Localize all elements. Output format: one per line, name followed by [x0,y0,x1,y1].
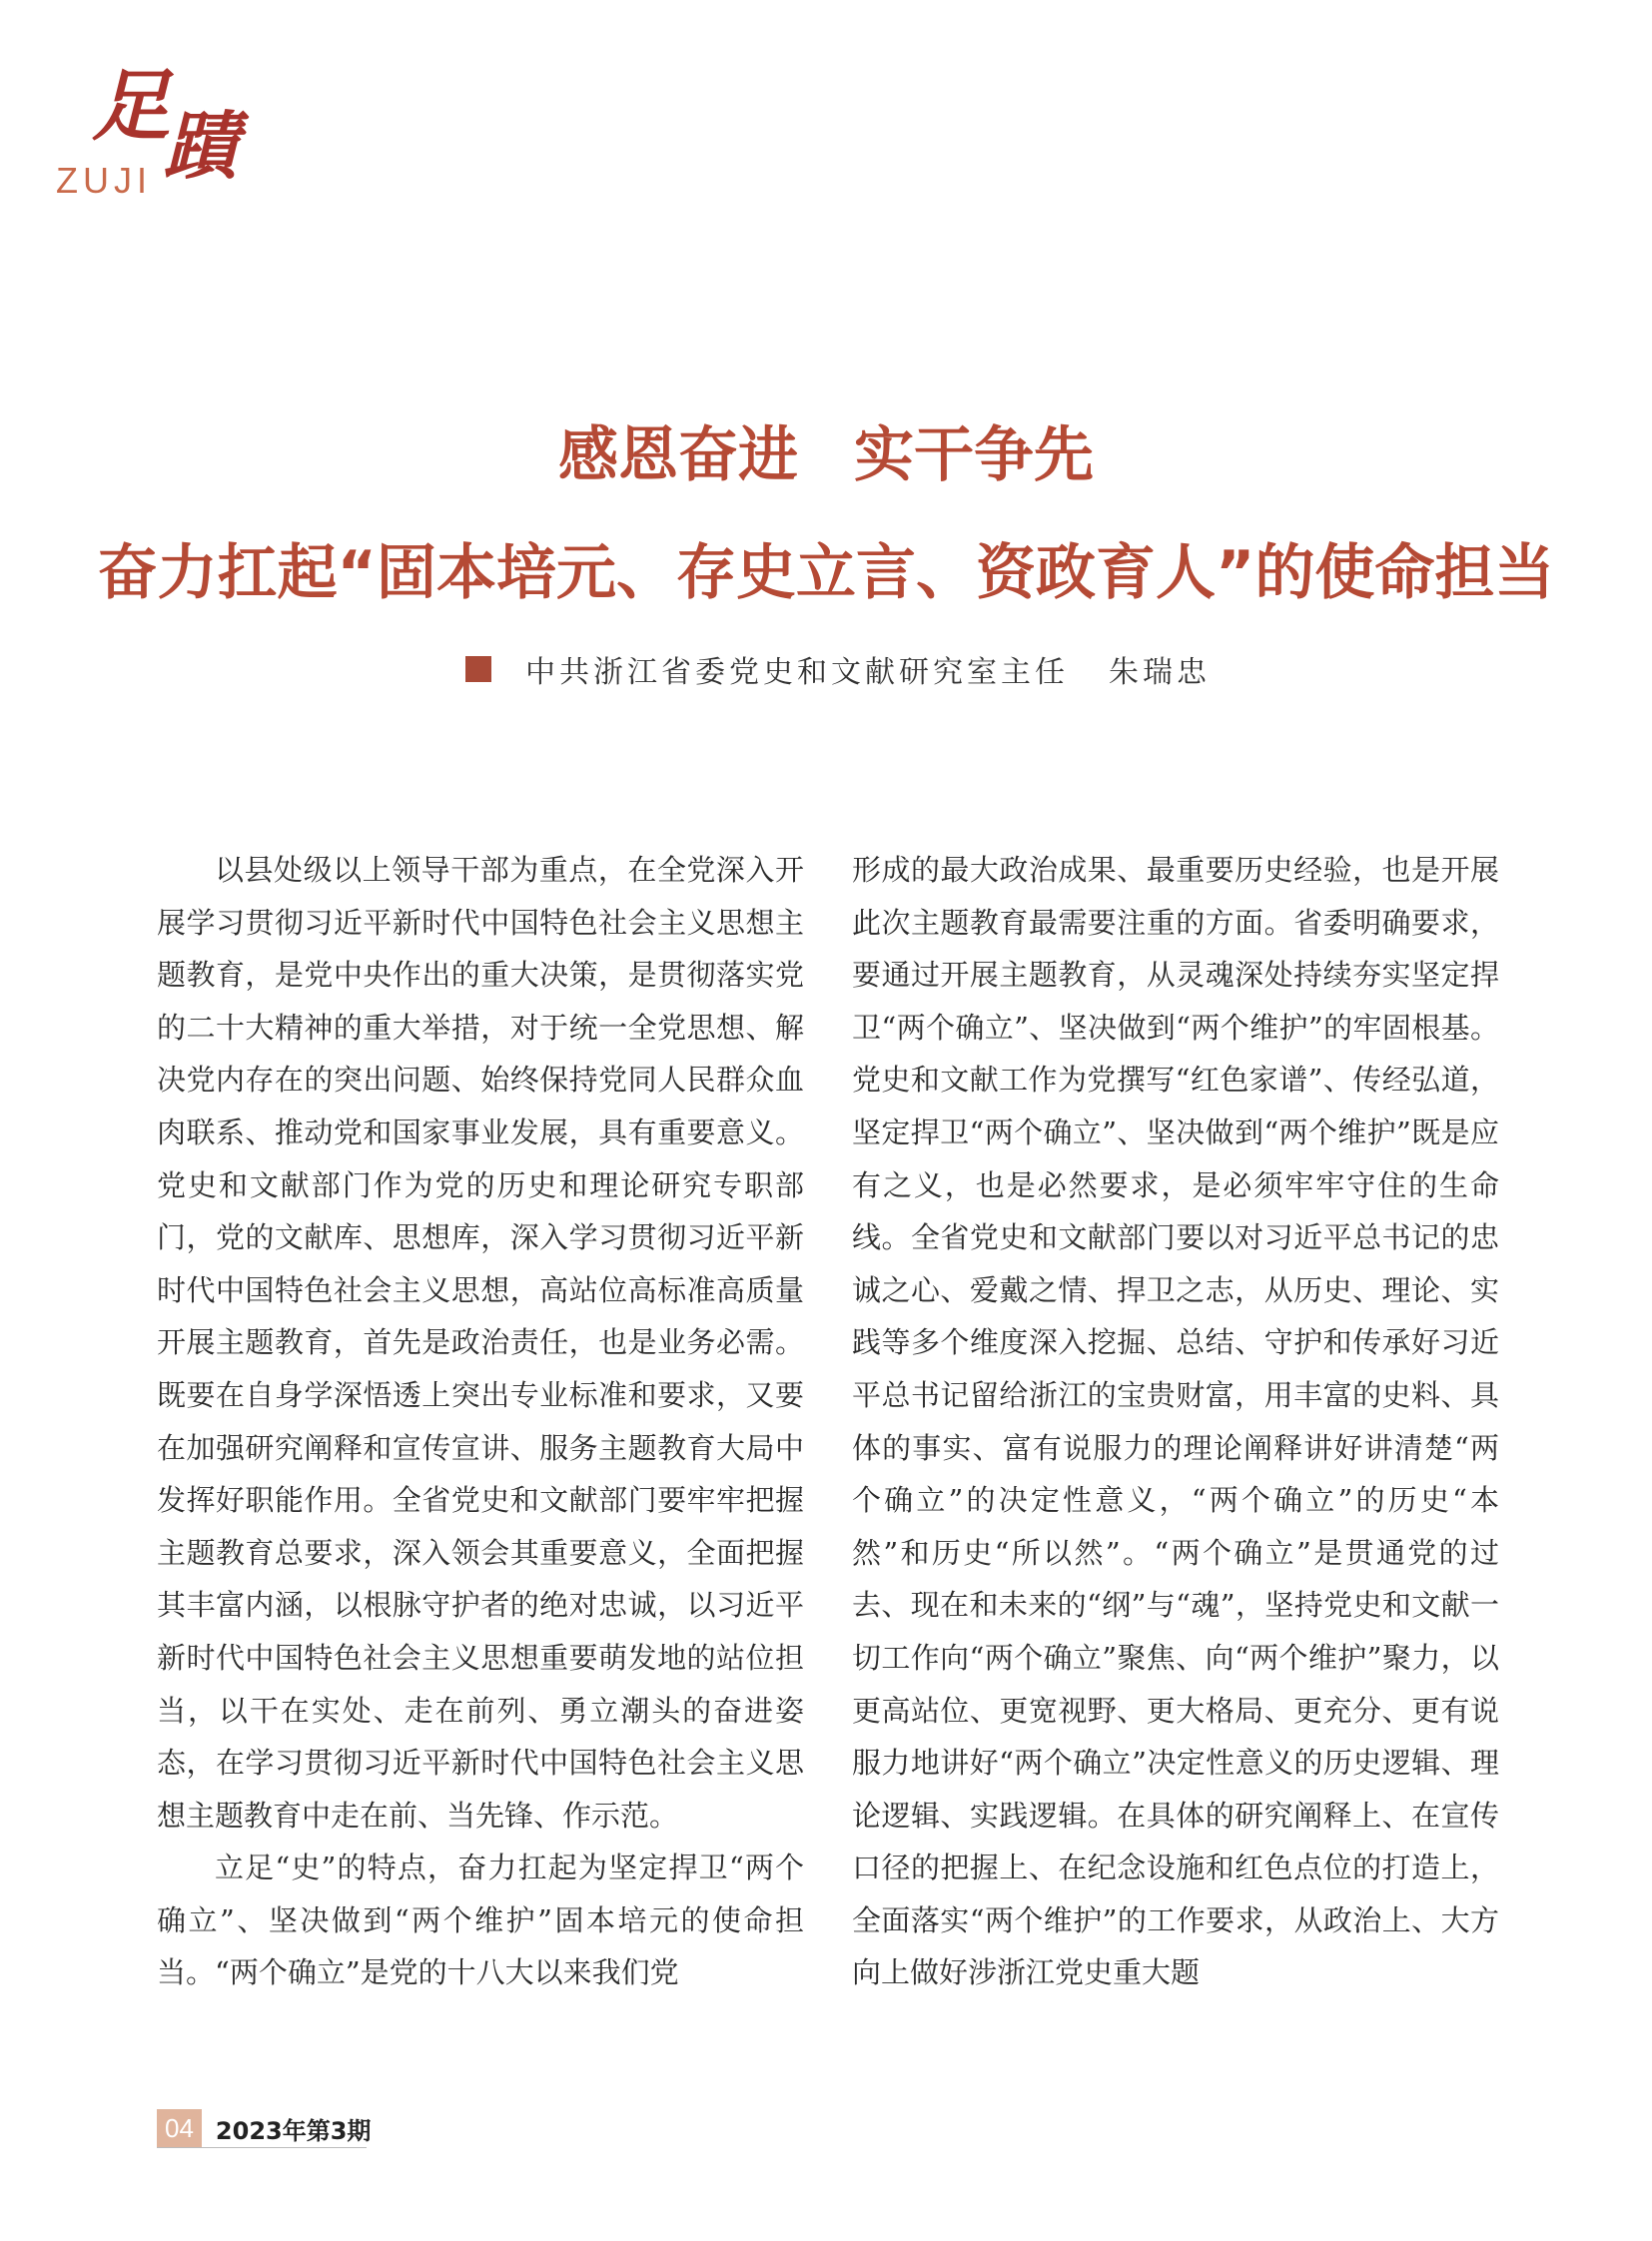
magazine-logo [56,60,246,200]
title-line-1-a: 感恩奋进 [558,420,798,490]
title-line-2: 奋力扛起“固本培元、存史立言、资政育人”的使命担当 [97,538,1555,608]
title-line-1-b: 实干争先 [854,420,1094,490]
footer-divider [157,2147,367,2148]
logo-char-1: 足 [92,61,171,152]
byline-square-icon [465,656,491,682]
logo-latin: ZUJI [56,160,152,201]
page-number: 04 [157,2109,202,2147]
byline-author: 朱瑞忠 [1109,655,1211,690]
paragraph: 立足“史”的特点，奋力扛起为坚定捍卫“两个确立”、坚决做到“两个维护”固本培元的使命担当。“两个确立”是党的十八大以来我们党 [157,1851,804,1990]
paragraph: 形成的最大政治成果、最重要历史经验，也是开展此次主题教育最需要注重的方面。省委明确要求，要通过开展主题教育，从灵魂深处持续夯实坚定捍卫“两个确立”、坚决做到“两个维护”的牢固根基。党史和文献工作为党撰写“红色家谱”、传经弘道，坚定捍卫“两个确立”、坚决做到“两个维护”既是应有之义，也是必然要求，是必须牢牢守住的生命线。全省党史和文献部门要以对习近平总书记的忠诚之心、爱戴之情、捍卫之志，从历史、理论、实践等多个维度深入挖掘、总结、守护和传承好习近平总书记留给浙江的宝贵财富，用丰富的史料、具体的事实、富有说服力的理论阐释讲好讲清楚“两个确立”的决定性意义，“两个确立”的历史“本然”和历史“所以然”。“两个确立”是贯通党的过去、现在和未来的“纲”与“魂”，坚持党史和文献一切工作向“两个确立”聚焦、向“两个维护”聚力，以更高站位、更宽视野、更大格局、更充分、更有说服力地讲好“两个确立”决定性意义的历史逻辑、理论逻辑、实践逻辑。在具体的研究阐释上、在宣传口径的把握上、在纪念设施和红色点位的打造上，全面落实“两个维护”的工作要求，从政治上、大方向上做好涉浙江党史重大题 [852,853,1499,1990]
body-column-left [157,844,804,1999]
byline [465,649,1211,689]
title-line-1 [0,407,1652,493]
page-footer [157,2109,371,2147]
byline-org: 中共浙江省委党史和文献研究室主任 [525,655,1069,690]
paragraph: 以县处级以上领导干部为重点，在全党深入开展学习贯彻习近平新时代中国特色社会主义思想主题教育，是党中央作出的重大决策，是贯彻落实党的二十大精神的重大举措，对于统一全党思想、解决党内存在的突出问题、始终保持党同人民群众血肉联系、推动党和国家事业发展，具有重要意义。党史和文献部门作为党的历史和理论研究专职部门，党的文献库、思想库，深入学习贯彻习近平新时代中国特色社会主义思想，高站位高标准高质量开展主题教育，首先是政治责任，也是业务必需。既要在自身学深悟透上突出专业标准和要求，又要在加强研究阐释和宣传宣讲、服务主题教育大局中发挥好职能作用。全省党史和文献部门要牢牢把握主题教育总要求，深入领会其重要意义，全面把握其丰富内涵，以根脉守护者的绝对忠诚，以习近平新时代中国特色社会主义思想重要萌发地的站位担当，以干在实处、走在前列、勇立潮头的奋进姿态，在学习贯彻习近平新时代中国特色社会主义思想主题教育中走在前、当先锋、作示范。 [157,853,804,1833]
logo-char-2: 蹟 [164,104,238,190]
issue-label: 2023年第3期 [215,2116,372,2145]
body-column-right [852,844,1499,1999]
